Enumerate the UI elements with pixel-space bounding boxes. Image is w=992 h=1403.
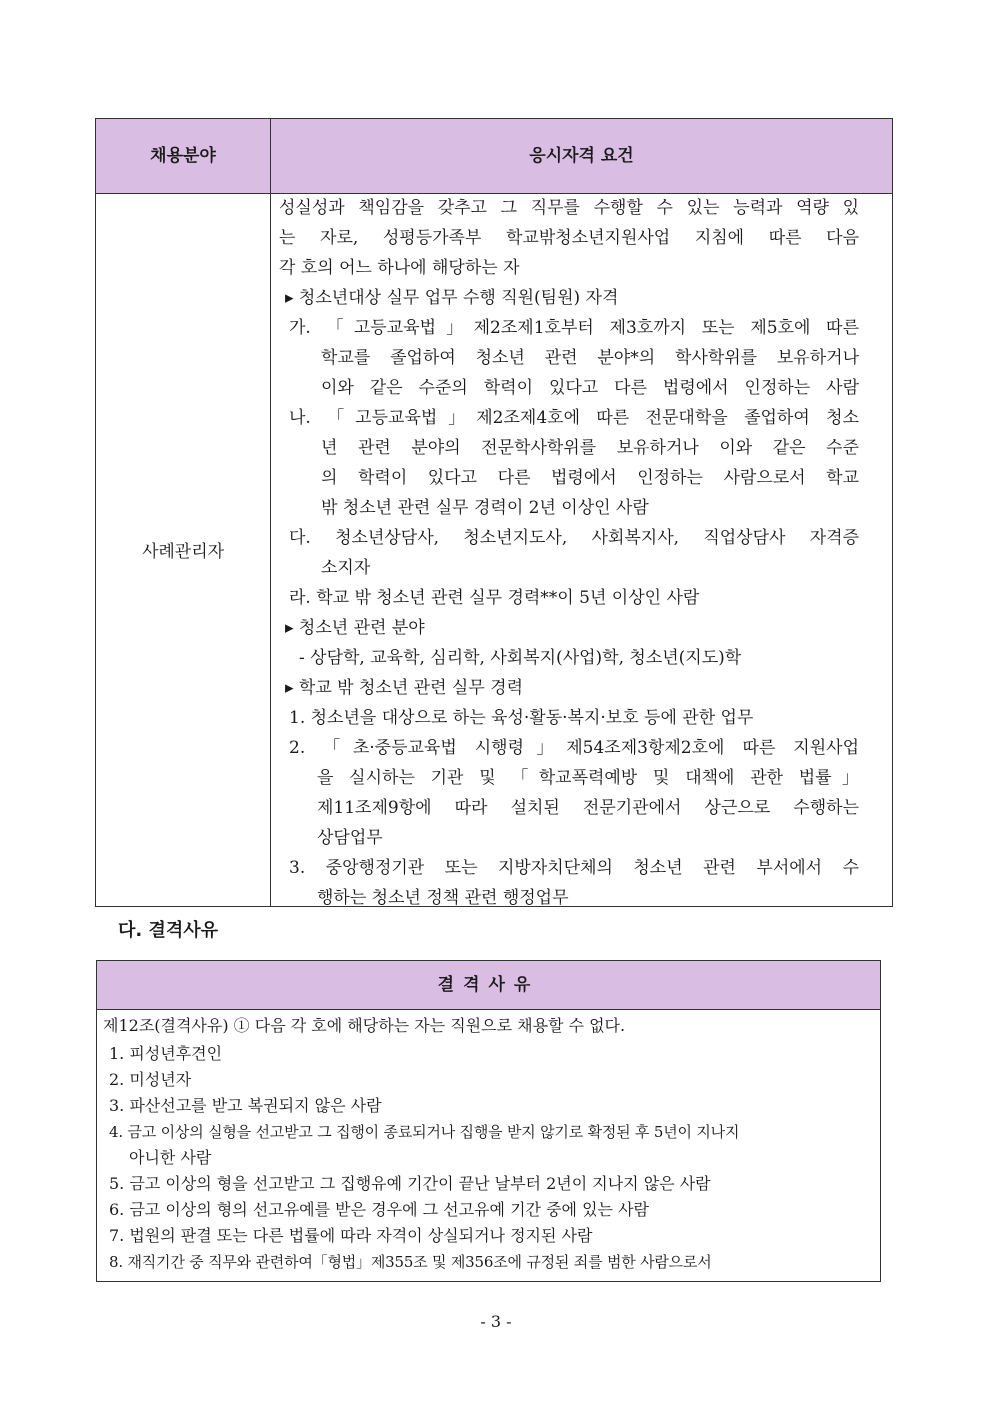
req-heading: ▸ 학교 밖 청소년 관련 실무 경력: [285, 678, 524, 698]
req-item-cont: 년 관련 분야의 전문학사학위를 보유하거나 이와 같은 수준: [321, 438, 859, 458]
req-item: 라. 학교 밖 청소년 관련 실무 경력**이 5년 이상인 사람: [289, 588, 700, 608]
req-item: 3. 중앙행정기관 또는 지방자치단체의 청소년 관련 부서에서 수: [289, 858, 859, 878]
disq-item-cont: 아니한 사람: [129, 1148, 212, 1167]
req-line: 는 자로, 성평등가족부 학교밖청소년지원사업 지침에 따른 다음: [279, 228, 859, 248]
disq-intro: 제12조(결격사유) ① 다음 각 호에 해당하는 자는 직원으로 채용할 수 없다.: [103, 1016, 626, 1035]
req-item-cont: 소지자: [321, 558, 371, 578]
req-item-cont: 의 학력이 있다고 다른 법령에서 인정하는 사람으로서 학교: [321, 468, 859, 488]
disq-item: 5. 금고 이상의 형을 선고받고 그 집행유예 기간이 끝난 날부터 2년이 지나지 않은 사람: [109, 1174, 711, 1193]
req-line: 성실성과 책임감을 갖추고 그 직무를 수행할 수 있는 능력과 역량 있: [279, 198, 859, 218]
req-heading: ▸ 청소년대상 실무 업무 수행 직원(팀원) 자격: [285, 288, 619, 308]
header-requirements: 응시자격 요건: [529, 146, 634, 166]
header-field: 채용분야: [150, 146, 216, 166]
req-item: 가. 「고등교육법」제2조제1호부터 제3호까지 또는 제5호에 따른: [289, 318, 859, 338]
page-number: - 3 -: [480, 1312, 512, 1331]
qualification-table-header: [96, 119, 892, 194]
disqualification-header: 결격사유: [97, 961, 880, 1010]
req-item-cont: 행하는 청소년 정책 관련 행정업무: [317, 888, 569, 908]
disq-item: 6. 금고 이상의 형의 선고유예를 받은 경우에 그 선고유예 기간 중에 있는 사람: [109, 1200, 649, 1219]
disqualification-table: [96, 960, 881, 1282]
req-item-cont: 제11조제9항에 따라 설치된 전문기관에서 상근으로 수행하는: [317, 798, 859, 818]
req-item-cont: 밖 청소년 관련 실무 경력이 2년 이상인 사람: [321, 498, 649, 518]
req-item: 2. 「초·중등교육법 시행령」제54조제3항제2호에 따른 지원사업: [289, 738, 859, 758]
req-item: 나. 「고등교육법」제2조제4호에 따른 전문대학을 졸업하여 청소: [289, 408, 859, 428]
requirements-cell: [271, 193, 892, 906]
req-item: 다. 청소년상담사, 청소년지도사, 사회복지사, 직업상담사 자격증: [289, 528, 859, 548]
req-item-cont: 학교를 졸업하여 청소년 관련 분야*의 학사학위를 보유하거나: [321, 348, 859, 368]
section-title: 다. 결격사유: [118, 920, 219, 941]
disq-item: 7. 법원의 판결 또는 다른 법률에 따라 자격이 상실되거나 정지된 사람: [109, 1226, 593, 1245]
req-item-cont: 상담업무: [317, 828, 383, 848]
field-cell: 사례관리자: [141, 542, 225, 562]
disq-item: 2. 미성년자: [109, 1070, 192, 1089]
req-item: 1. 청소년을 대상으로 하는 육성·활동·복지·보호 등에 관한 업무: [289, 708, 754, 728]
disq-item: 8. 재직기간 중 직무와 관련하여「형법」제355조 및 제356조에 규정된 죄를 범한 사람으로서: [109, 1253, 712, 1271]
disq-item: 1. 피성년후견인: [109, 1044, 223, 1063]
req-item: - 상담학, 교육학, 심리학, 사회복지(사업)학, 청소년(지도)학: [299, 648, 742, 668]
req-heading: ▸ 청소년 관련 분야: [285, 618, 425, 638]
qualification-table: [95, 118, 893, 907]
req-item-cont: 을 실시하는 기관 및 「학교폭력예방 및 대책에 관한 법률」: [317, 768, 859, 788]
disq-item: 4. 금고 이상의 실형을 선고받고 그 집행이 종료되거나 집행을 받지 않기로 확정된 후 5년이 지나지: [109, 1123, 740, 1141]
disq-item: 3. 파산선고를 받고 복권되지 않은 사람: [109, 1096, 382, 1115]
req-line: 각 호의 어느 하나에 해당하는 자: [279, 258, 520, 278]
req-item-cont: 이와 같은 수준의 학력이 있다고 다른 법령에서 인정하는 사람: [321, 378, 859, 398]
